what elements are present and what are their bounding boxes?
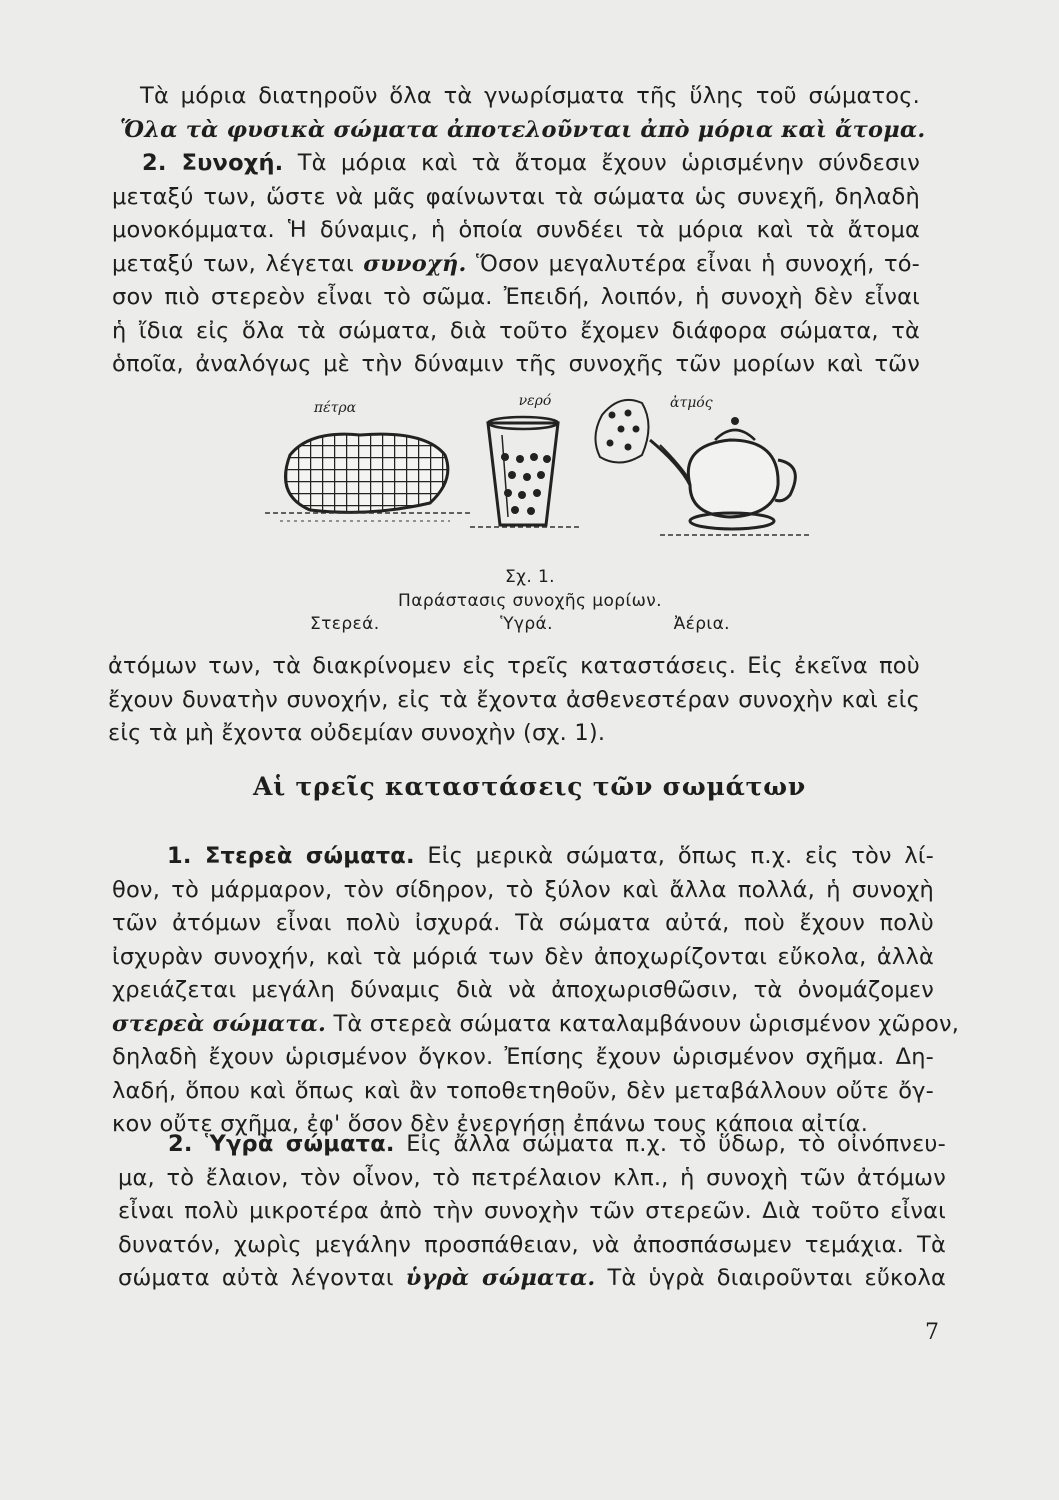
subcaption-liquid: Ὑγρά. [500, 614, 553, 634]
figure-subcaptions [310, 614, 730, 634]
text-line: 2. Ὑγρὰ σώματα. Εἰς ἄλλα σώματα π.χ. τὸ ὕδωρ, τὸ οἰνόπνευ- [168, 1131, 946, 1157]
section-number: 2. Συνοχή. [142, 150, 284, 176]
page-number: 7 [925, 1320, 939, 1345]
section-number: 1. Στερεὰ σώματα. [167, 843, 415, 869]
states-paragraph [108, 650, 920, 751]
text-line: ἡ ἴδια εἰς ὅλα τὰ σώματα, διὰ τοῦτο ἔχομεν διάφορα σώματα, τὰ [112, 317, 920, 344]
text-line: ἀτόμων των, τὰ διακρίνομεν εἰς τρεῖς καταστάσεις. Εἰς ἐκεῖνα ποὺ [108, 653, 920, 679]
figure-number: Σχ. 1. [505, 567, 555, 587]
text-line: ἰσχυρὰν συνοχήν, καὶ τὰ μόριά των δὲν ἀποχωρίζονται εὔκολα, ἀλλὰ [112, 943, 934, 970]
cohesion-paragraph [112, 147, 920, 382]
text-line: δυνατόν, χωρὶς μεγάλην προσπάθειαν, νὰ ἀποσπάσωμεν τεμάχια. Τὰ [118, 1231, 946, 1258]
teapot-steam-illustration [595, 394, 810, 535]
text-line: μονοκόμματα. Ἡ δύναμις, ἡ ὁποία συνδέει τὰ μόρια καὶ τὰ ἄτομα [112, 217, 920, 243]
text-line: εἶναι πολὺ μικροτέρα ἀπὸ τὴν συνοχὴν τῶν στερεῶν. Διὰ τοῦτο εἶναι [118, 1198, 946, 1224]
text-line: 1. Στερεὰ σώματα. Εἰς μερικὰ σώματα, ὅπως π.χ. εἰς τὸν λί- [167, 843, 934, 869]
solids-paragraph [112, 840, 960, 1142]
text-line: χρειάζεται μεγάλη δύναμις διὰ νὰ ἀποχωρισθῶσιν, τὰ ὀνομάζομεν [112, 977, 934, 1003]
text-line: 2. Συνοχή. Τὰ μόρια καὶ τὰ ἄτομα ἔχουν ὡρισμένην σύνδεσιν [142, 150, 921, 176]
stone-label: πέτρα [313, 400, 357, 416]
text-line: μεταξύ των, ὥστε νὰ μᾶς φαίνωνται τὰ σώματα ὡς συνεχῆ, δηλαδὴ [112, 183, 920, 210]
text-line: δηλαδὴ ἔχουν ὡρισμένον ὄγκον. Ἐπίσης ἔχουν ὡρισμένον σχῆμα. Δη- [112, 1044, 934, 1070]
intro-paragraph [120, 80, 926, 147]
text-line: ὁποῖα, ἀναλόγως μὲ τὴν δύναμιν τῆς συνοχῆς τῶν μορίων καὶ τῶν [112, 351, 920, 377]
stone-illustration [265, 399, 470, 521]
text-line: θον, τὸ μάρμαρον, τὸν σίδηρον, τὸ ξύλον καὶ ἄλλα πολλά, ἡ συνοχὴ [112, 876, 934, 903]
figure-caption: Παράστασις συνοχῆς μορίων. [398, 591, 662, 611]
water-label: νερό [518, 393, 552, 409]
text-line: τῶν ἀτόμων εἶναι πολὺ ἰσχυρά. Τὰ σώματα αὐτά, ποὺ ἔχουν πολὺ [112, 910, 934, 936]
text-line: σον πιὸ στερεὸν εἶναι τὸ σῶμα. Ἐπειδή, λοιπόν, ἡ συνοχὴ δὲν εἶναι [112, 284, 920, 310]
section-heading: Αἱ τρεῖς καταστάσεις τῶν σωμάτων [252, 772, 807, 801]
liquids-paragraph [118, 1128, 946, 1296]
text-line: μα, τὸ ἔλαιον, τὸν οἶνον, τὸ πετρέλαιον κλπ., ἡ συνοχὴ τῶν ἀτόμων [118, 1164, 946, 1191]
text-line: λαδή, ὅπου καὶ ὅπως καὶ ἂν τοποθετηθοῦν, δὲν μεταβάλλουν οὔτε ὄγ- [112, 1077, 934, 1104]
section-number: 2. Ὑγρὰ σώματα. [168, 1131, 395, 1157]
vapor-label: ἀτμός [670, 395, 713, 411]
text-line: σώματα αὐτὰ λέγονται ὑγρὰ σώματα. Τὰ ὑγρὰ διαιροῦνται εὔκολα [118, 1265, 947, 1291]
water-glass-illustration [470, 393, 580, 527]
subcaption-gas: Ἀέρια. [673, 614, 730, 634]
text-line: Ὅλα τὰ φυσικὰ σώματα ἀποτελοῦνται ἀπὸ μόρια καὶ ἄτομα. [120, 116, 926, 143]
text-line: ἔχουν δυνατὴν συνοχήν, εἰς τὰ ἔχοντα ἀσθενεστέραν συνοχὴν καὶ εἰς [108, 686, 920, 713]
subcaption-solid: Στερεά. [310, 614, 380, 634]
text-line: εἰς τὰ μὴ ἔχοντα οὐδεμίαν συνοχὴν (σχ. 1). [108, 720, 606, 746]
text-line: κον οὔτε σχῆμα, ἐφ' ὅσον δὲν ἐνεργήσῃ ἐπάνω τους κάποια αἰτία. [112, 1111, 869, 1137]
text-line: μεταξύ των, λέγεται συνοχή. Ὅσον μεγαλυτέρα εἶναι ἡ συνοχή, τό- [112, 250, 921, 277]
cohesion-figure [250, 385, 810, 555]
text-line: στερεὰ σώματα. Τὰ στερεὰ σώματα καταλαμβάνουν ὡρισμένον χῶρον, [112, 1010, 960, 1037]
text-line: Τὰ μόρια διατηροῦν ὅλα τὰ γνωρίσματα τῆς ὕλης τοῦ σώματος. [140, 83, 920, 109]
